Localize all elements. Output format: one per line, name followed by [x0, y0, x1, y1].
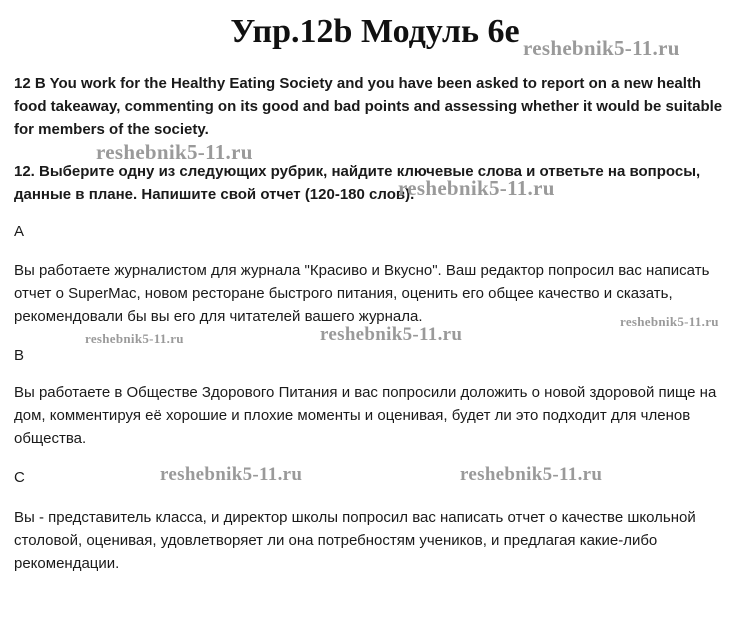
- watermark: reshebnik5-11.ru: [96, 140, 253, 164]
- watermark: reshebnik5-11.ru: [160, 464, 303, 485]
- watermark: reshebnik5-11.ru: [460, 464, 603, 485]
- page-title: Упр.12b Модуль 6е: [230, 13, 520, 50]
- task-english: 12 B You work for the Healthy Eating Society and you have been asked to report on a new health food takeaway, commenting on its good and bad points and assessing whether it would be suitable for members of the society.: [14, 75, 723, 138]
- section-text-b: Вы работаете в Обществе Здорового Питания и вас попросили доложить о новой здоровой пище на дом, комментируя её хорошие и плохие моменты и оценивая, будет ли это подходит для членов общества.: [14, 384, 717, 447]
- section-label-a: A: [14, 223, 25, 240]
- watermark: reshebnik5-11.ru: [85, 331, 184, 346]
- watermark: reshebnik5-11.ru: [320, 324, 463, 345]
- task-russian: 12. Выберите одну из следующих рубрик, найдите ключевые слова и ответьте на вопросы, данные в плане. Напишите свой отчет (120-180 слов).: [14, 163, 701, 203]
- section-text-c: Вы - представитель класса, и директор школы попросил вас написать отчет о качестве школьной столовой, оценивая, удовлетворяет ли она потребностям учеников, и предлагая какие-либо рекомендации.: [14, 509, 696, 572]
- watermark: reshebnik5-11.ru: [398, 176, 555, 200]
- section-label-b: B: [14, 347, 25, 364]
- section-text-a: Вы работаете журналистом для журнала "Красиво и Вкусно". Ваш редактор попросил вас написать отчет о SuperMac, новом ресторане быстрого питания, оценить его общее качество и сказать, рекомендовали бы вы его для читателей вашего журнала.: [14, 262, 710, 325]
- section-label-c: C: [14, 469, 25, 486]
- watermark: reshebnik5-11.ru: [620, 314, 719, 329]
- watermark: reshebnik5-11.ru: [523, 36, 680, 60]
